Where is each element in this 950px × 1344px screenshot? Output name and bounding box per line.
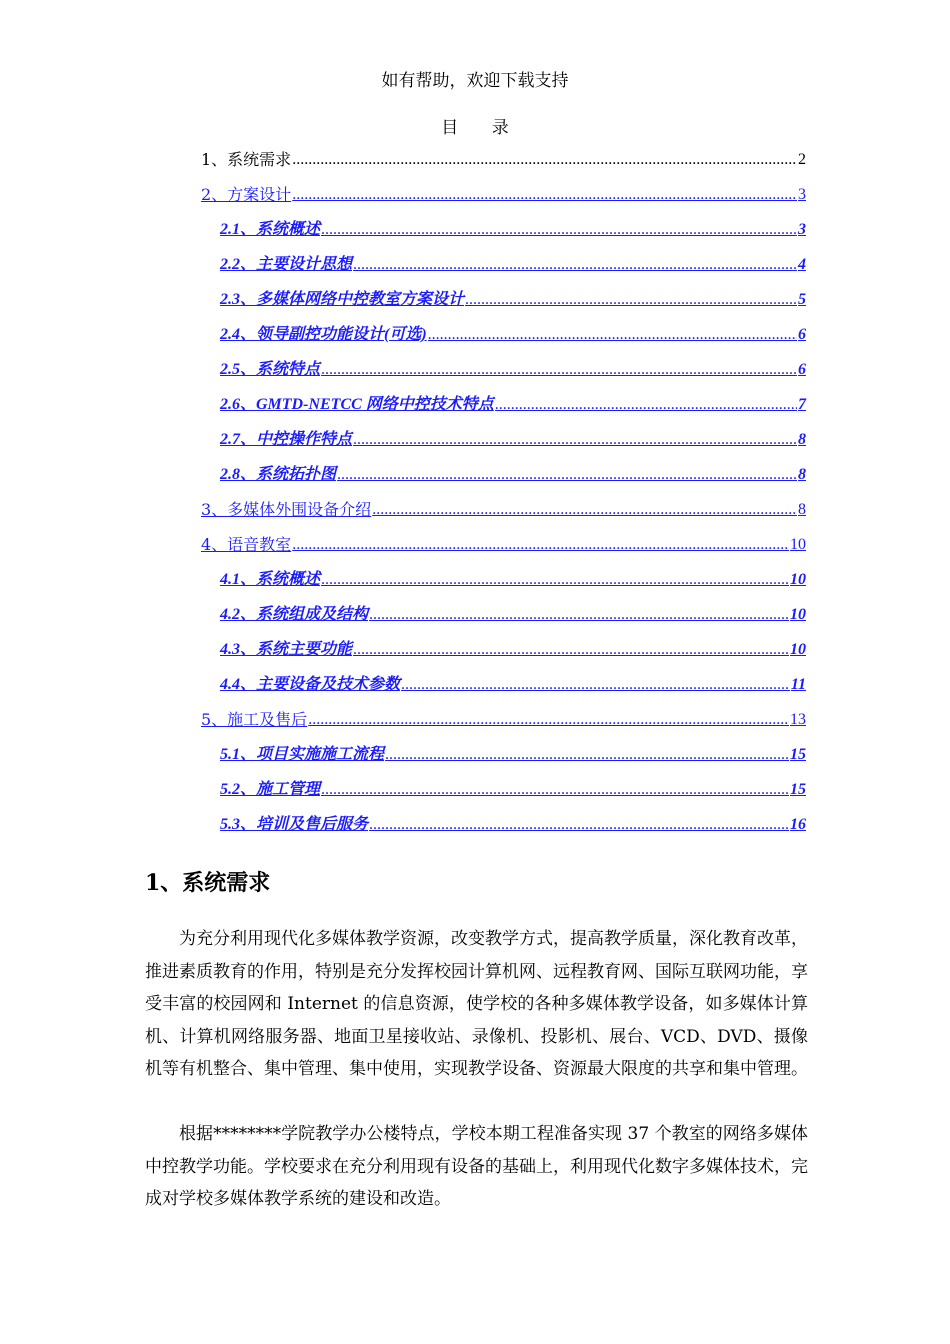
toc-leader-dots xyxy=(428,323,797,347)
body-paragraph: 为充分利用现代化多媒体教学资源，改变教学方式，提高教学质量，深化教育改革，推进素质教育的作用，特别是充分发挥校园计算机网、远程教育网、国际互联网功能，享受丰富的校园网和 Internet 的信息资源，使学校的各种多媒体教学设备，如多媒体计算机、计算机网络服务器、地面卫星接收站、录像机、投影机、展台、VCD、DVD、摄像机等有机整合、集中管理、集中使用，实现教学设备、资源最大限度的共享和集中管理。 xyxy=(145,929,808,1079)
toc-entry[interactable] xyxy=(220,568,806,592)
toc-leader-dots xyxy=(353,253,797,277)
toc-entry-label: 3、多媒体外围设备介绍 xyxy=(201,500,372,519)
toc-entry-page: 15 xyxy=(790,781,806,798)
toc-entry-label: 2.3、多媒体网络中控教室方案设计 xyxy=(220,291,465,308)
toc-leader-dots xyxy=(321,358,797,382)
toc-entry[interactable] xyxy=(220,288,806,312)
toc-entry[interactable] xyxy=(220,638,806,662)
toc-entry-page: 8 xyxy=(798,466,806,483)
toc-entry[interactable] xyxy=(220,218,806,242)
toc-leader-dots xyxy=(369,603,789,627)
toc-entry[interactable] xyxy=(201,498,806,522)
toc-entry-page: 2 xyxy=(798,151,806,168)
toc-entry-label: 2.8、系统拓扑图 xyxy=(220,466,337,483)
body-paragraph: 根据********学院教学办公楼特点，学校本期工程准备实现 37 个教室的网络多媒体中控教学功能。学校要求在充分利用现有设备的基础上，利用现代化数字多媒体技术，完成对学校多媒体教学系统的建设和改造。 xyxy=(145,1124,808,1209)
toc-title: 目 录 xyxy=(441,118,523,138)
toc-entry[interactable] xyxy=(201,708,806,732)
toc-entry-label: 5.2、施工管理 xyxy=(220,781,321,798)
toc-entry-label: 2.1、系统概述 xyxy=(220,221,321,238)
toc-entry[interactable] xyxy=(220,393,806,417)
toc-entry-page: 15 xyxy=(790,746,806,763)
toc-entry-label: 2.2、主要设计思想 xyxy=(220,256,353,273)
toc-entry-page: 10 xyxy=(790,641,806,658)
toc-entry-page: 5 xyxy=(798,291,806,308)
toc-entry-label: 4.4、主要设备及技术参数 xyxy=(220,676,401,693)
toc-entry-page: 6 xyxy=(798,361,806,378)
toc-entry-page: 10 xyxy=(790,571,806,588)
toc-leader-dots xyxy=(321,568,789,592)
toc-entry-label: 2.4、领导副控功能设计(可选) xyxy=(220,326,427,343)
toc-entry[interactable] xyxy=(220,743,806,767)
toc-entry-page: 8 xyxy=(798,501,806,518)
toc-entry-page: 7 xyxy=(798,396,806,413)
toc-entry-page: 10 xyxy=(790,606,806,623)
toc-leader-dots xyxy=(353,638,789,662)
toc-entry[interactable] xyxy=(220,603,806,627)
toc-leader-dots xyxy=(337,463,797,487)
toc-entry-label: 1、系统需求 xyxy=(201,150,292,169)
toc-leader-dots xyxy=(369,813,789,837)
toc-entry-page: 11 xyxy=(790,676,806,693)
toc-entry-label: 2、方案设计 xyxy=(201,185,292,204)
toc-leader-dots xyxy=(401,673,790,697)
toc-entry[interactable] xyxy=(201,533,806,557)
toc-entry-page: 4 xyxy=(798,256,806,273)
toc-entry[interactable] xyxy=(201,148,806,172)
toc-entry-label: 2.6、GMTD-NETCC 网络中控技术特点 xyxy=(220,396,494,413)
toc-leader-dots xyxy=(465,288,797,312)
toc-entry-label: 5.3、培训及售后服务 xyxy=(220,816,369,833)
toc-entry[interactable] xyxy=(220,778,806,802)
toc-entry-label: 5.1、项目实施施工流程 xyxy=(220,746,385,763)
toc-entry-page: 3 xyxy=(798,186,806,203)
toc-entry-label: 4、语音教室 xyxy=(201,535,292,554)
toc-entry[interactable] xyxy=(220,428,806,452)
toc-entry[interactable] xyxy=(201,183,806,207)
toc-entry-label: 4.3、系统主要功能 xyxy=(220,641,353,658)
toc-leader-dots xyxy=(321,778,789,802)
toc-leader-dots xyxy=(292,183,797,207)
toc-leader-dots xyxy=(292,148,797,172)
page-header: 如有帮助，欢迎下载支持 xyxy=(381,71,569,91)
toc-entry[interactable] xyxy=(220,463,806,487)
toc-entry[interactable] xyxy=(220,813,806,837)
toc-entry-label: 4.2、系统组成及结构 xyxy=(220,606,369,623)
toc-entry[interactable] xyxy=(220,323,806,347)
toc-leader-dots xyxy=(321,218,797,242)
toc-entry-page: 13 xyxy=(790,711,806,728)
section-heading: 1、系统需求 xyxy=(145,870,271,896)
toc-entry-page: 3 xyxy=(798,221,806,238)
toc-leader-dots xyxy=(308,708,789,732)
toc-entry[interactable] xyxy=(220,253,806,277)
toc-entry-label: 2.5、系统特点 xyxy=(220,361,321,378)
toc-entry-label: 5、施工及售后 xyxy=(201,710,308,729)
toc-leader-dots xyxy=(385,743,789,767)
toc-entry[interactable] xyxy=(220,358,806,382)
toc-leader-dots xyxy=(495,393,797,417)
toc-entry-label: 4.1、系统概述 xyxy=(220,571,321,588)
toc-leader-dots xyxy=(292,533,789,557)
toc-entry-label: 2.7、中控操作特点 xyxy=(220,431,353,448)
toc-entry-page: 10 xyxy=(790,536,806,553)
toc-entry-page: 8 xyxy=(798,431,806,448)
toc-leader-dots xyxy=(353,428,797,452)
toc-entry[interactable] xyxy=(220,673,806,697)
toc-entry-page: 6 xyxy=(798,326,806,343)
toc-entry-page: 16 xyxy=(790,816,806,833)
toc-leader-dots xyxy=(372,498,797,522)
